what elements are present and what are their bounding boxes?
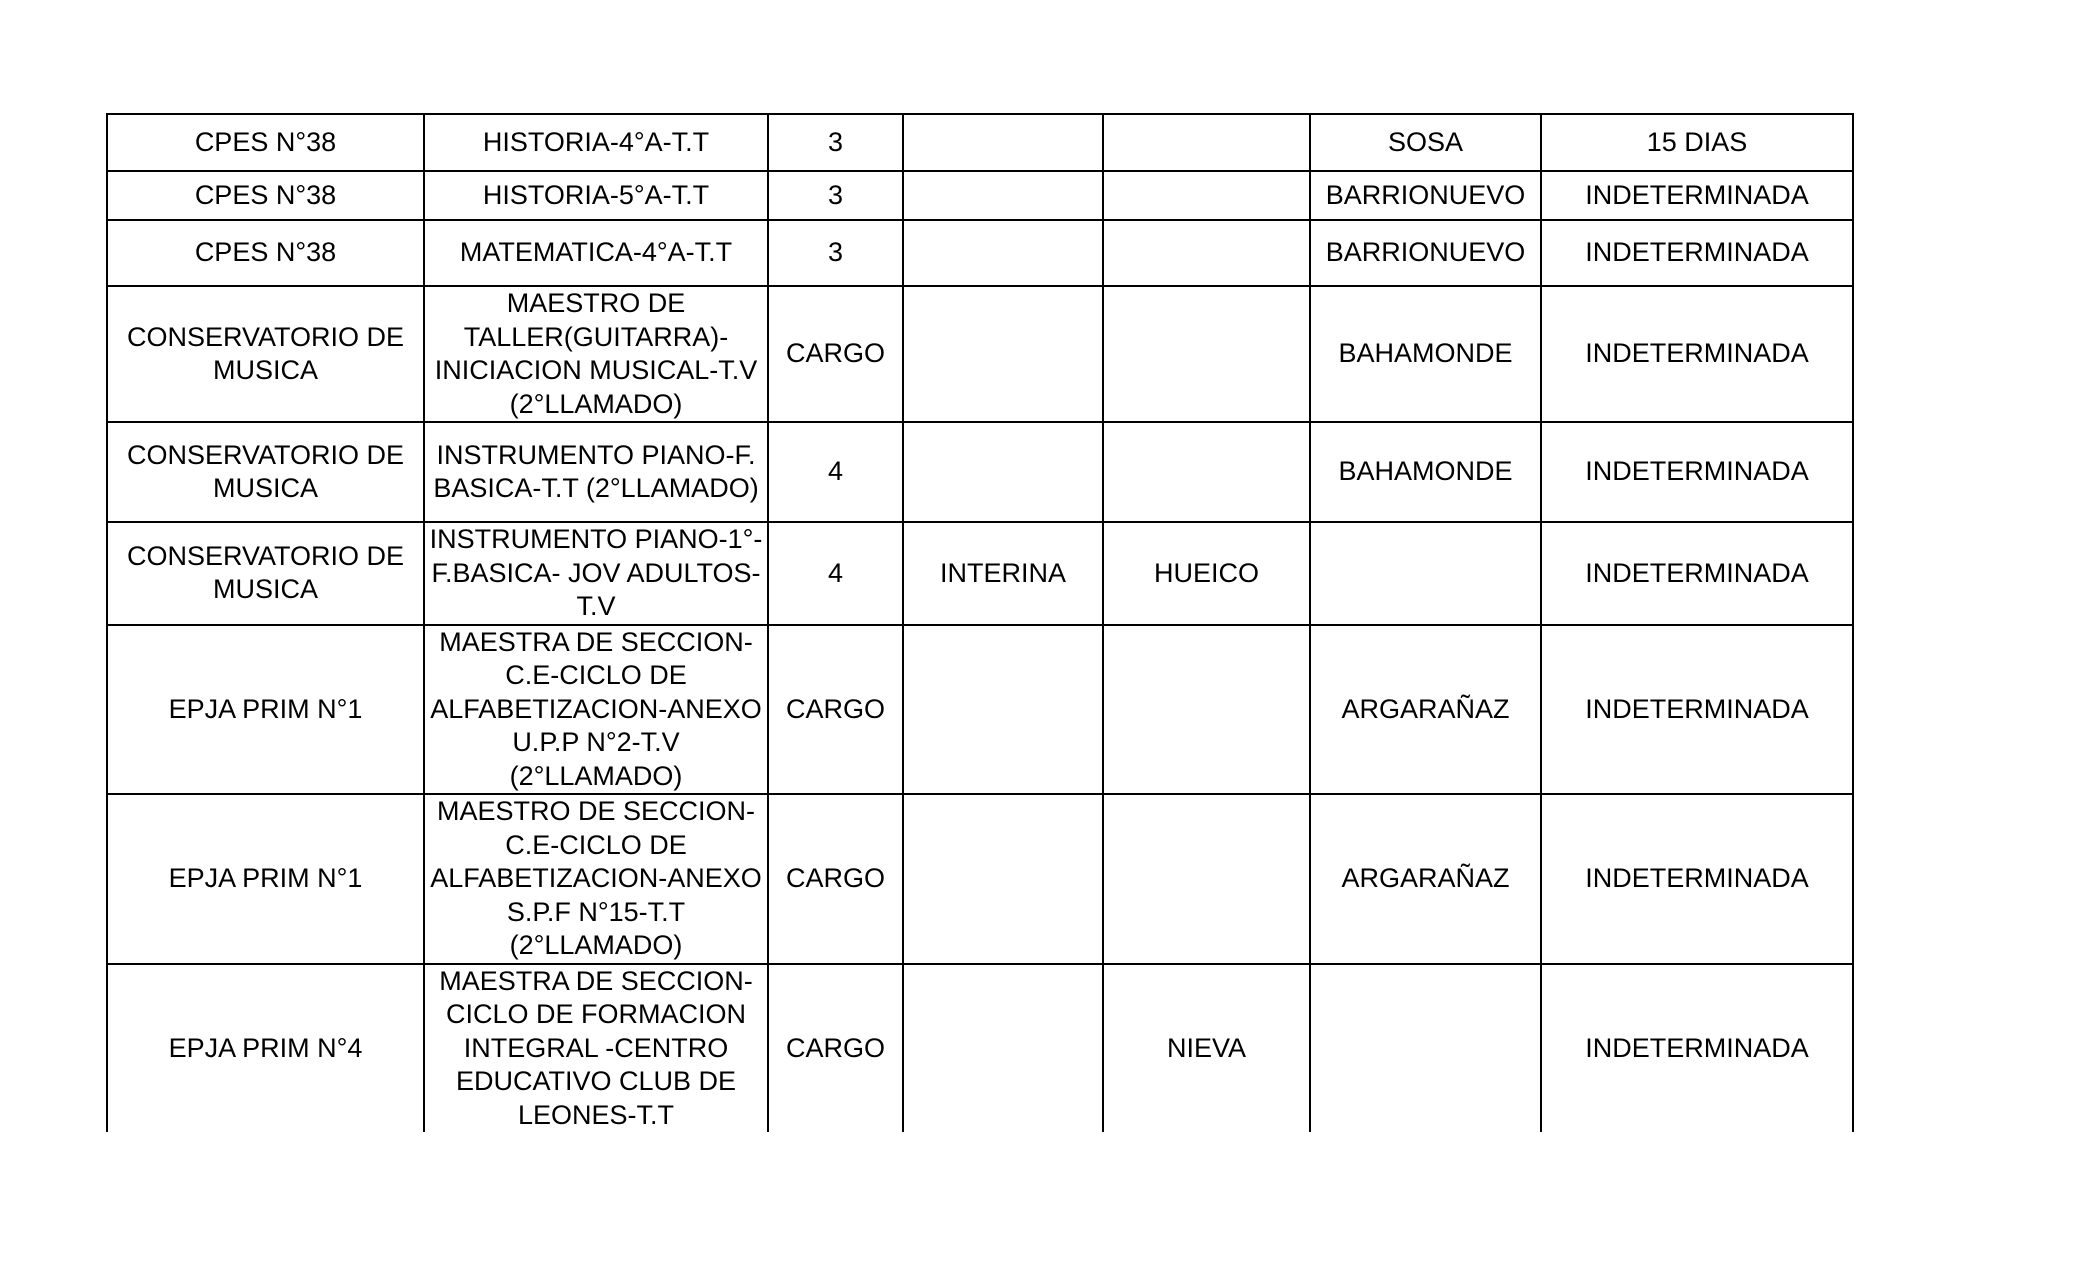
school-cell: EPJA PRIM N°1 (107, 794, 424, 964)
vacancies-table (106, 113, 1854, 1132)
holder-cell: NIEVA (1103, 964, 1310, 1133)
holder-cell (1103, 220, 1310, 286)
replacement-cell: BARRIONUEVO (1310, 220, 1541, 286)
subject-cell: MAESTRO DE SECCION-C.E-CICLO DE ALFABETIZACION-ANEXO S.P.F N°15-T.T (2°LLAMADO) (424, 794, 768, 964)
table-row (107, 522, 1853, 625)
duration-cell: INDETERMINADA (1541, 422, 1853, 522)
duration-cell: INDETERMINADA (1541, 964, 1853, 1133)
duration-cell: INDETERMINADA (1541, 220, 1853, 286)
duration-cell: INDETERMINADA (1541, 171, 1853, 220)
hours-cell: CARGO (768, 794, 903, 964)
subject-cell: MAESTRA DE SECCION-C.E-CICLO DE ALFABETIZACION-ANEXO U.P.P N°2-T.V (2°LLAMADO) (424, 625, 768, 795)
replacement-cell: SOSA (1310, 114, 1541, 171)
duration-cell: INDETERMINADA (1541, 625, 1853, 795)
hours-cell: 4 (768, 522, 903, 625)
situation-cell: INTERINA (903, 522, 1103, 625)
holder-cell (1103, 171, 1310, 220)
replacement-cell (1310, 964, 1541, 1133)
replacement-cell (1310, 522, 1541, 625)
school-cell: EPJA PRIM N°1 (107, 625, 424, 795)
replacement-cell: BAHAMONDE (1310, 422, 1541, 522)
situation-cell (903, 964, 1103, 1133)
hours-cell: CARGO (768, 286, 903, 422)
holder-cell (1103, 286, 1310, 422)
hours-cell: CARGO (768, 625, 903, 795)
situation-cell (903, 625, 1103, 795)
school-cell: CPES N°38 (107, 114, 424, 171)
school-cell: CPES N°38 (107, 220, 424, 286)
situation-cell (903, 171, 1103, 220)
hours-cell: CARGO (768, 964, 903, 1133)
holder-cell (1103, 114, 1310, 171)
subject-cell: HISTORIA-5°A-T.T (424, 171, 768, 220)
holder-cell (1103, 794, 1310, 964)
duration-cell: INDETERMINADA (1541, 794, 1853, 964)
school-cell: CPES N°38 (107, 171, 424, 220)
table-row (107, 964, 1853, 1133)
replacement-cell: BAHAMONDE (1310, 286, 1541, 422)
school-cell: EPJA PRIM N°4 (107, 964, 424, 1133)
table-row (107, 220, 1853, 286)
duration-cell: INDETERMINADA (1541, 522, 1853, 625)
replacement-cell: BARRIONUEVO (1310, 171, 1541, 220)
subject-cell: HISTORIA-4°A-T.T (424, 114, 768, 171)
holder-cell (1103, 625, 1310, 795)
duration-cell: 15 DIAS (1541, 114, 1853, 171)
subject-cell: INSTRUMENTO PIANO-F. BASICA-T.T (2°LLAMADO) (424, 422, 768, 522)
subject-cell: INSTRUMENTO PIANO-1°-F.BASICA- JOV ADULTOS-T.V (424, 522, 768, 625)
table-row (107, 286, 1853, 422)
situation-cell (903, 286, 1103, 422)
school-cell: CONSERVATORIO DE MUSICA (107, 522, 424, 625)
replacement-cell: ARGARAÑAZ (1310, 625, 1541, 795)
situation-cell (903, 114, 1103, 171)
table-row (107, 625, 1853, 795)
table-row (107, 794, 1853, 964)
duration-cell: INDETERMINADA (1541, 286, 1853, 422)
school-cell: CONSERVATORIO DE MUSICA (107, 422, 424, 522)
replacement-cell: ARGARAÑAZ (1310, 794, 1541, 964)
holder-cell (1103, 422, 1310, 522)
situation-cell (903, 220, 1103, 286)
holder-cell: HUEICO (1103, 522, 1310, 625)
school-cell: CONSERVATORIO DE MUSICA (107, 286, 424, 422)
subject-cell: MATEMATICA-4°A-T.T (424, 220, 768, 286)
table-row (107, 114, 1853, 171)
subject-cell: MAESTRA DE SECCION-CICLO DE FORMACION INTEGRAL -CENTRO EDUCATIVO CLUB DE LEONES-T.T (424, 964, 768, 1133)
table-row (107, 171, 1853, 220)
hours-cell: 4 (768, 422, 903, 522)
table-row (107, 422, 1853, 522)
hours-cell: 3 (768, 171, 903, 220)
situation-cell (903, 794, 1103, 964)
situation-cell (903, 422, 1103, 522)
subject-cell: MAESTRO DE TALLER(GUITARRA)-INICIACION MUSICAL-T.V (2°LLAMADO) (424, 286, 768, 422)
hours-cell: 3 (768, 220, 903, 286)
hours-cell: 3 (768, 114, 903, 171)
